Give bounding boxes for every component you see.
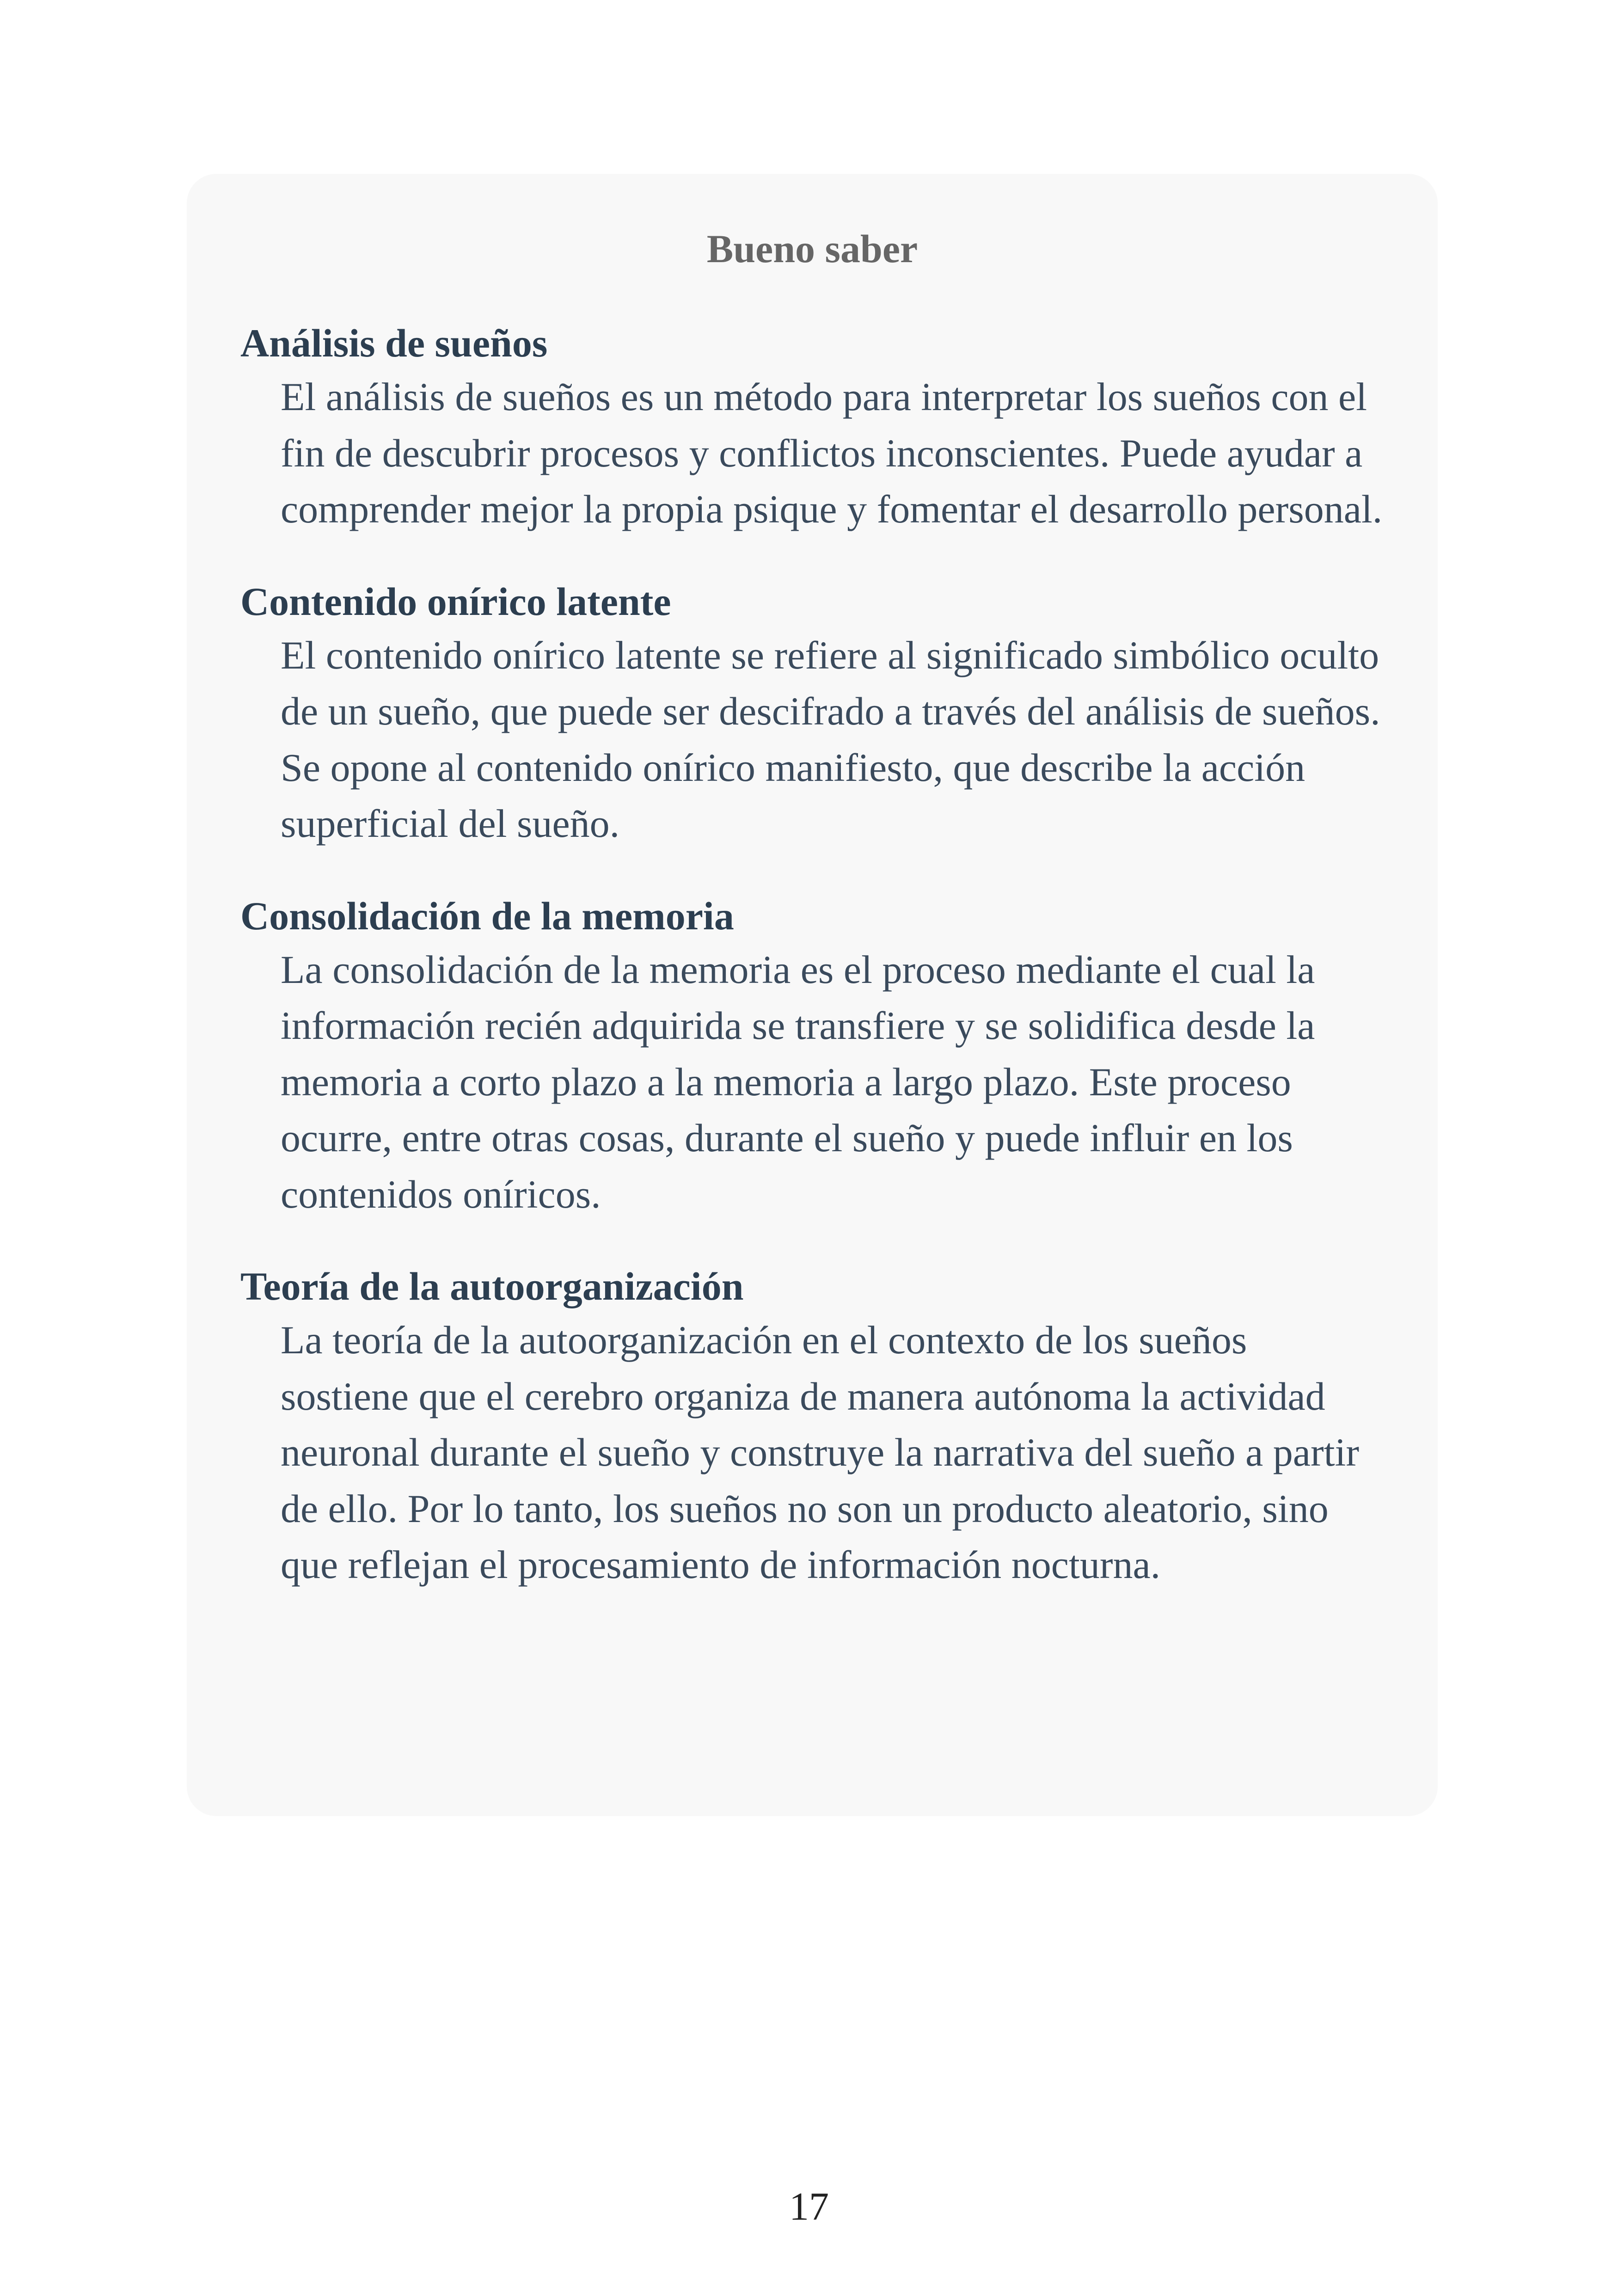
info-box-title: Bueno saber	[706, 227, 918, 271]
term-dream-analysis	[240, 317, 1384, 538]
term-definition: El contenido onírico latente se refiere al significado simbólico oculto de un sueño, que puede ser descifrado a través del análisis de sueños. Se opone al contenido onírico manifiesto, que describe la acción superficial del sueño.	[281, 632, 1380, 846]
term-memory-consolidation	[240, 890, 1384, 1223]
term-latent-dream-content	[240, 576, 1384, 852]
term-definition: El análisis de sueños es un método para interpretar los sueños con el fin de descubrir procesos y conflictos inconscientes. Puede ayudar a comprender mejor la propia psique y fomentar el desarrollo personal.	[281, 374, 1383, 531]
info-box	[187, 174, 1438, 1816]
page-number: 17	[789, 2184, 829, 2228]
term-heading: Análisis de sueños	[240, 321, 548, 365]
term-heading: Consolidación de la memoria	[240, 893, 734, 938]
term-definition: La consolidación de la memoria es el proceso mediante el cual la información recién adquirida se transfiere y se solidifica desde la memoria a corto plazo a la memoria a largo plazo. Este proceso ocurre, entre otras cosas, durante el sueño y puede influir en los contenidos oníricos.	[281, 947, 1315, 1216]
term-heading: Contenido onírico latente	[240, 579, 671, 624]
term-self-organization-theory	[240, 1260, 1384, 1593]
term-definition: La teoría de la autoorganización en el contexto de los sueños sostiene que el cerebro organiza de manera autónoma la actividad neuronal durante el sueño y construye la narrativa del sueño a partir de ello. Por lo tanto, los sueños no son un producto aleatorio, sino que reflejan el procesamiento de información nocturna.	[281, 1318, 1360, 1587]
term-heading: Teoría de la autoorganización	[240, 1264, 744, 1308]
